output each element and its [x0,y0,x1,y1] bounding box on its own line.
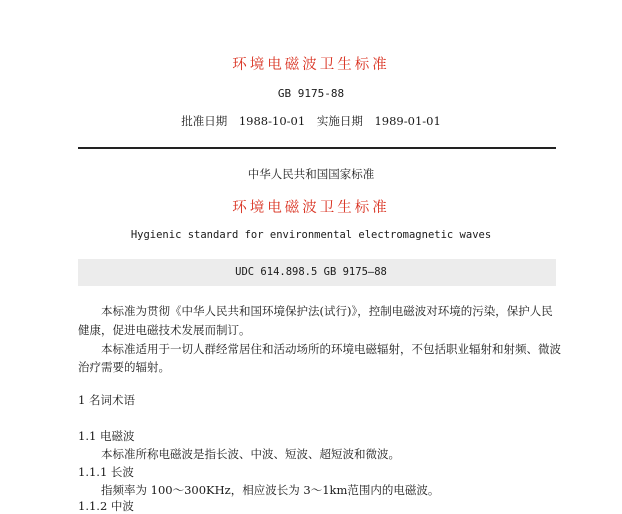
intro-paragraph-2-line-2: 治疗需要的辐射。 [78,360,170,374]
section-heading-terms: 1 名词术语 [78,393,135,407]
subsection-heading-1-1: 1.1 电磁波 [78,429,135,443]
document-title: 环境电磁波卫生标准 [232,200,390,216]
english-title: Hygienic standard for environmental electromagnetic waves [130,229,492,241]
intro-paragraph-1-line-1: 本标准为贯彻《中华人民共和国环境保护法(试行)》，控制电磁波对环境的污染，保护人民 [101,304,553,318]
date-line [0,113,622,129]
approval-label: 批准日期 [181,114,228,128]
subsection-text-1-1: 本标准所称电磁波是指长波、中波、短波、超短波和微波。 [101,447,400,461]
implement-label: 实施日期 [316,114,363,128]
standard-title: 环境电磁波卫生标准 [232,57,390,73]
intro-paragraph-2-line-1: 本标准适用于一切人群经常居住和活动场所的环境电磁辐射，不包括职业辐射和射频、微波 [101,342,561,356]
subsection-heading-1-1-2: 1.1.2 中波 [78,499,134,513]
standard-code: GB 9175-88 [277,87,345,100]
approval-date: 1988-10-01 [238,114,306,128]
subsection-heading-1-1-1: 1.1.1 长波 [78,465,134,479]
implement-date: 1989-01-01 [374,114,441,128]
udc-code: UDC 614.898.5 GB 9175—88 [235,266,387,278]
header-divider [78,147,556,149]
issuing-organization: 中华人民共和国国家标准 [247,167,375,181]
intro-paragraph-1-line-2: 健康，促进电磁技术发展而制订。 [78,323,251,337]
subsection-text-1-1-1: 指频率为 100～300KHz，相应波长为 3～1km范围内的电磁波。 [101,483,440,497]
